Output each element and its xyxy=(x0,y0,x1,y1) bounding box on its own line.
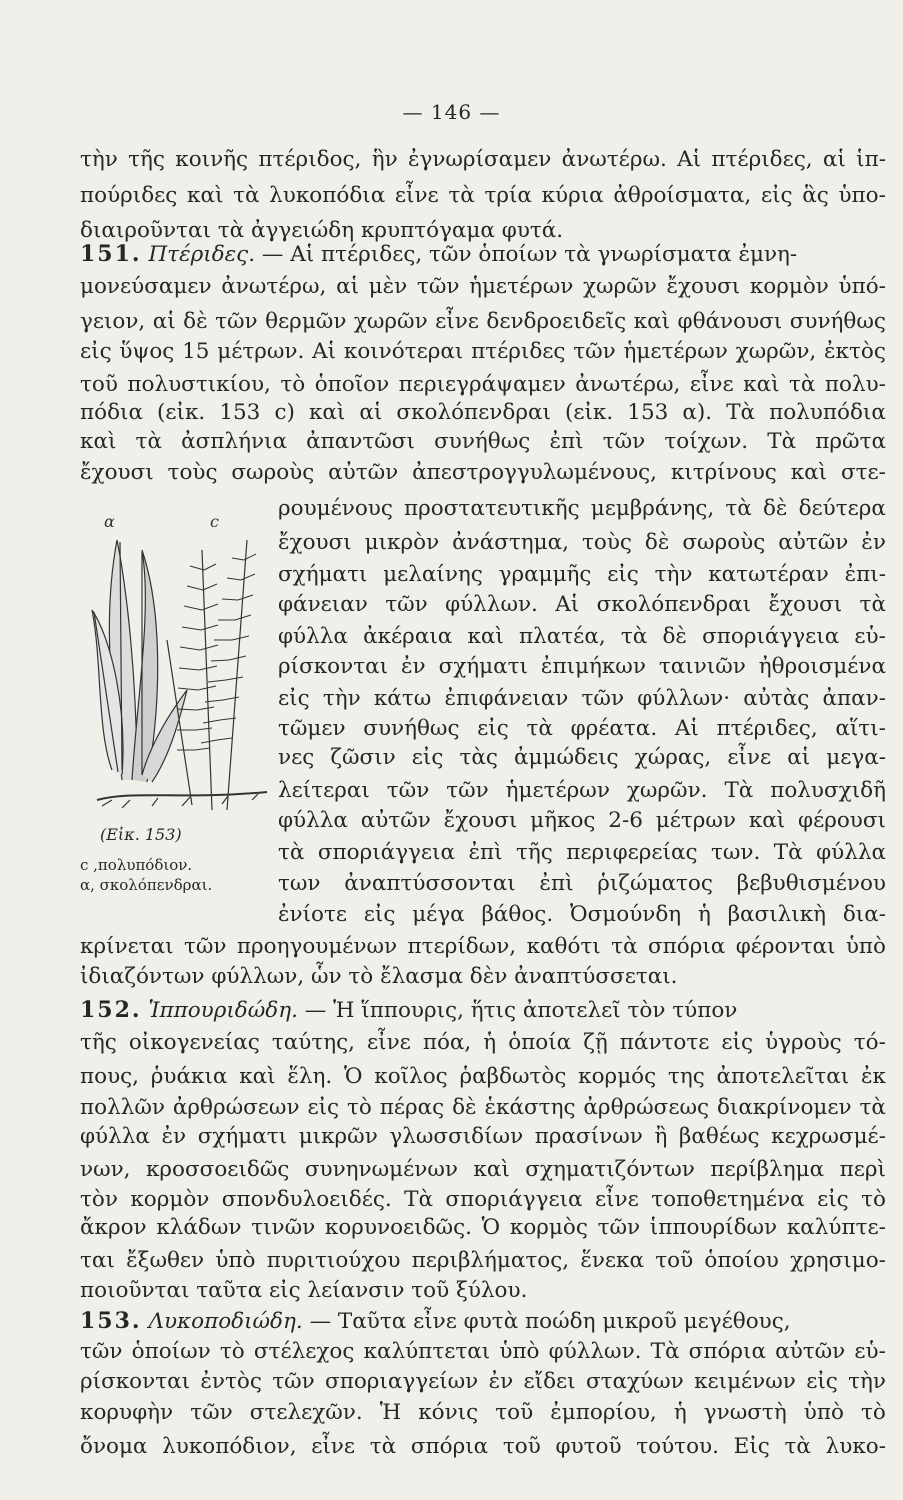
text-line: ρουμένους προστατευτικῆς μεμβράνης, τὰ δὲ δεύτερα xyxy=(278,496,886,521)
section-heading-152 xyxy=(80,995,886,1026)
text-line: τῶν ὁποίων τὸ στέλεχος καλύπτεται ὑπὸ φύλλων. Τὰ σπόρια αὐτῶν εὑ- xyxy=(80,1339,886,1364)
text-line: των ἀναπτύσσονται ἐπὶ ῥιζώματος βεβυθισμένου xyxy=(278,871,886,896)
text-line: ὄνομα λυκοπόδιον, εἶνε τὰ σπόρια τοῦ φυτοῦ τούτου. Εἰς τὰ λυκο- xyxy=(80,1434,886,1459)
text-line: νων, κροσσοειδῶς συνηνωμένων καὶ σχηματιζόντων περίβλημα περὶ xyxy=(80,1157,886,1182)
text-line: κορυφὴν τῶν στελεχῶν. Ἡ κόνις τοῦ ἐμπορίου, ἡ γνωστὴ ὑπὸ τὸ xyxy=(80,1400,886,1425)
section-heading-151 xyxy=(80,239,886,270)
text-line: νες ζῶσιν εἰς τὰς ἀμμώδεις χώρας, εἶνε αἱ μεγα- xyxy=(278,745,886,770)
text-line: διαιροῦνται τὰ ἀγγειώδη κρυπτόγαμα φυτά. xyxy=(80,218,564,243)
section-heading-153 xyxy=(80,1306,886,1337)
text-line: φύλλα ἀκέραια καὶ πλατέα, τὰ δὲ σποριάγγεια εὑ- xyxy=(278,624,886,649)
text-line: εἰς τὴν κάτω ἐπιφάνειαν τῶν φύλλων· αὐτὰς ἀπαν- xyxy=(278,686,886,711)
text-line: ἄκρον κλάδων τινῶν κορυνοειδῶς. Ὁ κορμὸς τῶν ἱππουρίδων καλύπτε- xyxy=(80,1215,886,1240)
text-line: πούριδες καὶ τὰ λυκοπόδια εἶνε τὰ τρία κύρια ἀθροίσματα, εἰς ἃς ὑπο- xyxy=(80,183,886,208)
text-line: κρίνεται τῶν προηγουμένων πτερίδων, καθότι τὰ σπόρια φέρονται ὑπὸ xyxy=(80,934,886,959)
fern-illustration xyxy=(82,500,272,830)
section-number: 153. xyxy=(80,1308,142,1334)
text-line: ἔχουσι τοὺς σωροὺς αὐτῶν ἀπεστρογγυλωμένους, κιτρίνους καὶ στε- xyxy=(80,460,886,485)
section-number: 152. xyxy=(80,997,142,1023)
text-line: λείτεραι τῶν τῶν ἡμετέρων χωρῶν. Τὰ πολυσχιδῆ xyxy=(278,778,886,803)
text-line: μονεύσαμεν ἀνωτέρω, αἱ μὲν τῶν ἡμετέρων χωρῶν ἔχουσι κορμὸν ὑπό- xyxy=(80,274,886,299)
text-line: σχήματι μελαίνης γραμμῆς εἰς τὴν κατωτέραν ἐπι- xyxy=(278,562,886,587)
section-title: Ἱππουριδώδη. xyxy=(148,998,298,1023)
section-title: Πτέριδες. xyxy=(148,242,256,267)
section-text: — Ταῦτα εἶνε φυτὰ ποώδη μικροῦ μεγέθους, xyxy=(309,1309,791,1334)
figure-label-c: c xyxy=(210,512,219,531)
text-line: τὸν κορμὸν σπονδυλοειδές. Τὰ σποριάγγεια εἶνε τοποθετημένα εἰς τὸ xyxy=(80,1187,886,1212)
text-line: ποιοῦνται ταῦτα εἰς λείανσιν τοῦ ξύλου. xyxy=(80,1278,528,1303)
figure-label-a: α xyxy=(104,512,115,531)
figure-caption-line: c ,πολυπόδιον. xyxy=(80,856,193,874)
text-line: ρίσκονται ἐντὸς τῶν σποριαγγείων ἐν εἴδει σταχύων κειμένων εἰς τὴν xyxy=(80,1369,886,1394)
text-line: ἐνίοτε εἰς μέγα βάθος. Ὀσμούνδη ἡ βασιλικὴ δια- xyxy=(278,902,886,927)
text-line: τῶμεν συνήθως εἰς τὰ φρέατα. Αἱ πτέριδες, αἵτι- xyxy=(278,716,886,741)
text-line: εἰς ὕψος 15 μέτρων. Αἱ κοινότεραι πτέριδες τῶν ἡμετέρων χωρῶν, ἐκτὸς xyxy=(80,339,886,364)
section-text: — Αἱ πτέριδες, τῶν ὁποίων τὰ γνωρίσματα ἐμνη- xyxy=(261,242,798,267)
text-line: φάνειαν τῶν φύλλων. Αἱ σκολόπενδραι ἔχουσι τὰ xyxy=(278,592,886,617)
text-line: πους, ῥυάκια καὶ ἕλη. Ὁ κοῖλος ῥαβδωτὸς κορμός της ἀποτελεῖται ἐκ xyxy=(80,1064,886,1089)
text-line: καὶ τὰ ἀσπλήνια ἀπαντῶσι συνήθως ἐπὶ τῶν τοίχων. Τὰ πρῶτα xyxy=(80,429,886,454)
text-line: πολλῶν ἀρθρώσεων εἰς τὸ πέρας δὲ ἑκάστης ἀρθρώσεως διακρίνομεν τὰ xyxy=(80,1095,886,1120)
text-line: ἰδιαζόντων φύλλων, ὧν τὸ ἔλασμα δὲν ἀναπτύσσεται. xyxy=(80,964,678,989)
text-line: φύλλα αὐτῶν ἔχουσι μῆκος 2-6 μέτρων καὶ φέρουσι xyxy=(278,808,886,833)
text-line: ται ἔξωθεν ὑπὸ πυριτιούχου περιβλήματος, ἕνεκα τοῦ ὁποίου χρησιμο- xyxy=(80,1248,886,1273)
text-line: φύλλα ἐν σχήματι μικρῶν γλωσσιδίων πρασίνων ἢ βαθέως κεχρωσμέ- xyxy=(80,1124,886,1149)
text-line: γειον, αἱ δὲ τῶν θερμῶν χωρῶν εἶνε δενδροειδεῖς καὶ φθάνουσι συνήθως xyxy=(80,309,886,334)
text-line: τοῦ πολυστικίου, τὸ ὁποῖον περιεγράψαμεν ἀνωτέρω, εἶνε καὶ τὰ πολυ- xyxy=(80,372,886,397)
section-title: Λυκοποδιώδη. xyxy=(148,1309,303,1334)
text-line: τὴν τῆς κοινῆς πτέριδος, ἣν ἐγνωρίσαμεν ἀνωτέρω. Αἱ πτέριδες, αἱ ἱπ- xyxy=(80,147,886,172)
figure-caption-title: (Εἰκ. 153) xyxy=(100,825,182,844)
figure-caption-line: α, σκολόπενδραι. xyxy=(80,876,213,894)
section-number: 151. xyxy=(80,241,142,267)
text-line: ἔχουσι μικρὸν ἀνάστημα, τοὺς δὲ σωροὺς αὐτῶν ἐν xyxy=(278,530,886,555)
text-line: πόδια (εἰκ. 153 c) καὶ αἱ σκολόπενδραι (εἰκ. 153 α). Τὰ πολυπόδια xyxy=(80,400,886,425)
text-line: τὰ σποριάγγεια ἐπὶ τῆς περιφερείας των. Τὰ φύλλα xyxy=(278,840,886,865)
section-text: — Ἡ ἵππουρις, ἥτις ἀποτελεῖ τὸν τύπον xyxy=(304,998,738,1023)
page-number: — 146 — xyxy=(402,100,501,124)
text-line: τῆς οἰκογενείας ταύτης, εἶνε πόα, ἡ ὁποία ζῇ πάντοτε εἰς ὑγροὺς τό- xyxy=(80,1030,886,1055)
text-line: ρίσκονται ἐν σχήματι ἐπιμήκων ταινιῶν ἠθροισμένα xyxy=(278,654,886,679)
